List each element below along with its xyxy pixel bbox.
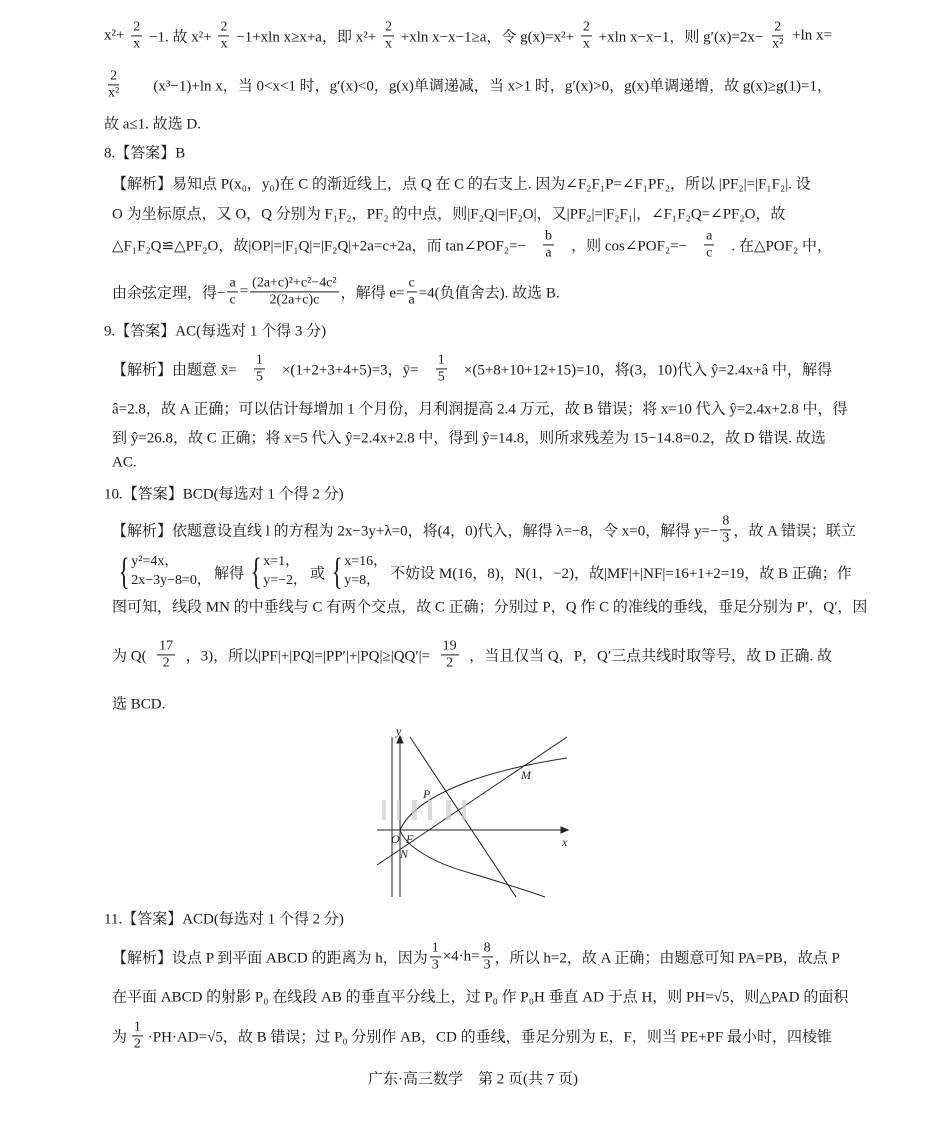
fraction-denominator: x <box>220 36 228 52</box>
text-segment: AC. <box>112 454 137 471</box>
parabola-curve <box>400 758 567 897</box>
label-x: x <box>562 835 568 849</box>
x-axis-arrow <box>561 827 568 833</box>
text-segment: (x³−1)+ln x，当 0<x<1 时，g′(x)<0，g(x)单调递减，当 x>1 时，g′(x)>0，g(x)单调递增，故 g(x)≥g(1)=1， <box>153 78 832 95</box>
text-segment: 【解析】易知点 P(x₀，y₀)在 C 的渐近线上，点 Q 在 C 的右支上. 因为∠F₂F₁P=∠F₁PF₂，所以 |PF₂|=|F₁F₂|. 设 <box>112 176 811 193</box>
brace-icon: { <box>331 551 343 593</box>
fraction-denominator: 5 <box>255 369 263 385</box>
text-segment: ，3)，所以|PF|+|PQ|=|PP′|+|PQ|≥|QQ′|= <box>185 648 431 665</box>
fraction-numerator: 2 <box>581 19 592 36</box>
text-segment: =4(负值舍去). 故选 B. <box>418 285 560 302</box>
text-segment: 到 ŷ=26.8，故 C 正确；将 x=5 代入 ŷ=2.4x+2.8 中，得到 ŷ=14.8，则所求残差为 15−14.8=0.2，故 D 错误. 故选 <box>112 430 826 447</box>
text-segment: 为 <box>112 1029 128 1046</box>
fraction-numerator: a <box>704 228 714 245</box>
fraction-numerator: 17 <box>157 638 175 655</box>
fraction-numerator: 8 <box>482 940 493 957</box>
fraction-numerator: 2 <box>131 19 142 36</box>
equation-row: x=16， <box>344 554 388 570</box>
text-segment: 在平面 ABCD 的射影 P₀ 在线段 AB 的垂直平分线上，过 P₀ 作 P₀H 垂直 AD 于点 H，则 PH=√5，则△PAD 的面积 <box>112 989 849 1006</box>
equation-row: 2x−3y−8=0， <box>131 573 211 588</box>
text-segment: 图可知，线段 MN 的中垂线与 C 有两个交点，故 C 正确；分别过 P，Q 作 C 的准线的垂线，垂足分别为 P′，Q′，因 <box>112 599 868 616</box>
equation-row: y=−2， <box>263 573 307 588</box>
fraction-denominator: 3 <box>722 530 730 546</box>
text-segment: ×(5+8+10+12+15)=10，将(3，10)代入 ŷ=2.4x+â 中，解得 <box>463 362 832 379</box>
text-segment: −1+xln x≥x+a，即 x²+ <box>236 29 377 46</box>
fraction-denominator: 2(2a+c)c <box>269 292 320 308</box>
page-footer: 广东·高三数学 第 2 页(共 7 页) <box>368 1071 578 1088</box>
text-segment: 或 <box>310 565 326 582</box>
fraction-denominator: x² <box>772 36 784 52</box>
text-segment: ，解得 e= <box>340 285 405 302</box>
fraction-denominator: a <box>408 292 415 308</box>
fraction-numerator: 2 <box>108 68 119 85</box>
text-segment: ，则 cos∠POF₂=− <box>571 238 688 255</box>
text-segment: −1. 故 x²+ <box>149 29 212 46</box>
text-segment: 选 BCD. <box>112 696 166 713</box>
text-segment: 为 Q( <box>112 648 147 665</box>
text-segment: â=2.8，故 A 正确；可以估计每增加 1 个月份，月利润提高 2.4 万元，故 B 错误；将 x=10 代入 ŷ=2.4x+2.8 中，得 <box>112 401 848 418</box>
fraction-numerator: 1 <box>254 352 265 369</box>
text-segment: ×(1+2+3+4+5)=3，ȳ= <box>281 362 419 379</box>
text-segment: 故 a≤1. 故选 D. <box>104 116 201 133</box>
text-segment: 由余弦定理，得− <box>112 285 226 302</box>
text-segment: 不妨设 M(16，8)，N(1，−2)，故|MF|+|NF|=16+1+2=19，故 B 正确；作 <box>390 565 852 582</box>
equation-row: x=1， <box>263 554 300 570</box>
text-segment: = <box>239 283 249 300</box>
equation-row: y²=4x， <box>131 554 179 570</box>
fraction-denominator: c <box>229 292 236 308</box>
fraction-numerator: 1 <box>430 940 441 957</box>
label-m: M <box>521 768 531 782</box>
fraction-numerator: 8 <box>720 513 731 530</box>
text-segment: ·PH·AD=√5，故 B 错误；过 P₀ 分别作 AB，CD 的垂线，垂足分别为 E，F，则当 PE+PF 最小时，四棱锥 <box>147 1029 832 1046</box>
fraction-denominator: a <box>545 245 552 261</box>
text-segment: 9.【答案】AC(每选对 1 个得 3 分) <box>104 323 327 340</box>
text-segment: 8.【答案】B <box>104 145 186 162</box>
text-segment: 【解析】设点 P 到平面 ABCD 的距离为 h，因为 <box>112 950 428 967</box>
text-segment: O 为坐标原点，又 O，Q 分别为 F₁F₂，PF₂ 的中点，则|F₂Q|=|F₂O|，又|PF₂|=|F₂F₁|，∠F₁F₂Q=∠PF₂O，故 <box>112 206 786 223</box>
label-y: y <box>396 724 402 738</box>
text-segment: +ln x= <box>792 27 832 44</box>
text-segment: 10.【答案】BCD(每选对 1 个得 2 分) <box>104 486 344 503</box>
fraction-denominator: x <box>582 36 590 52</box>
fraction-denominator: 3 <box>431 957 439 973</box>
text-segment: ，当且仅当 Q，P，Q′三点共线时取等号，故 D 正确. 故 <box>469 648 832 665</box>
fraction-denominator: x² <box>108 85 120 101</box>
label-n: N <box>400 847 409 861</box>
fraction-denominator: x <box>133 36 141 52</box>
fraction-numerator: a <box>227 275 237 292</box>
label-o: O <box>391 832 400 846</box>
fraction-numerator: 1 <box>132 1019 143 1036</box>
brace-icon: { <box>250 551 262 593</box>
fraction-denominator: 2 <box>133 1036 141 1052</box>
text-segment: +xln x−x−1，则 g′(x)=2x− <box>598 29 764 46</box>
fraction-numerator: 2 <box>383 19 394 36</box>
equation-row: y=8， <box>344 573 381 588</box>
text-segment: x²+ <box>104 27 125 44</box>
text-segment: 【解析】依题意设直线 l 的方程为 2x−3y+λ=0，将(4，0)代入，解得 λ=−8，令 x=0，解得 y=− <box>112 523 719 540</box>
label-p: P <box>423 787 431 801</box>
fraction-numerator: 1 <box>436 352 447 369</box>
fraction-numerator: 2 <box>218 19 229 36</box>
fraction-denominator: 5 <box>437 369 445 385</box>
fraction-denominator: x <box>384 36 392 52</box>
fraction-numerator: b <box>543 228 554 245</box>
label-f: F <box>406 832 414 846</box>
fraction-denominator: c <box>706 245 713 261</box>
text-segment: +xln x−x−1≥a，令 g(x)=x²+ <box>400 29 575 46</box>
fraction-numerator: (2a+c)²+c²−4c² <box>250 275 338 292</box>
text-segment: △F₁F₂Q≌△PF₂O，故|OP|=|F₁Q|=|F₂Q|+2a=c+2a，而 tan∠POF₂=− <box>112 238 526 255</box>
brace-icon: { <box>118 551 130 593</box>
fraction-numerator: 19 <box>441 638 459 655</box>
fraction-numerator: 2 <box>772 19 783 36</box>
text-segment: . 在△POF₂ 中， <box>731 238 832 255</box>
fraction-denominator: 3 <box>483 957 491 973</box>
text-segment: 11.【答案】ACD(每选对 1 个得 2 分) <box>104 911 344 928</box>
fraction-denominator: 2 <box>446 655 454 671</box>
text-segment: ，故 A 错误；联立 <box>733 523 856 540</box>
text-segment: ×4·h= <box>442 948 480 965</box>
fraction-numerator: c <box>407 275 417 292</box>
fraction-denominator: 2 <box>162 655 170 671</box>
text-segment: 解得 <box>213 565 244 582</box>
text-segment: 【解析】由题意 x̄= <box>112 362 237 379</box>
text-segment: ，所以 h=2，故 A 正确；由题意可知 PA=PB，故点 P <box>494 950 840 967</box>
